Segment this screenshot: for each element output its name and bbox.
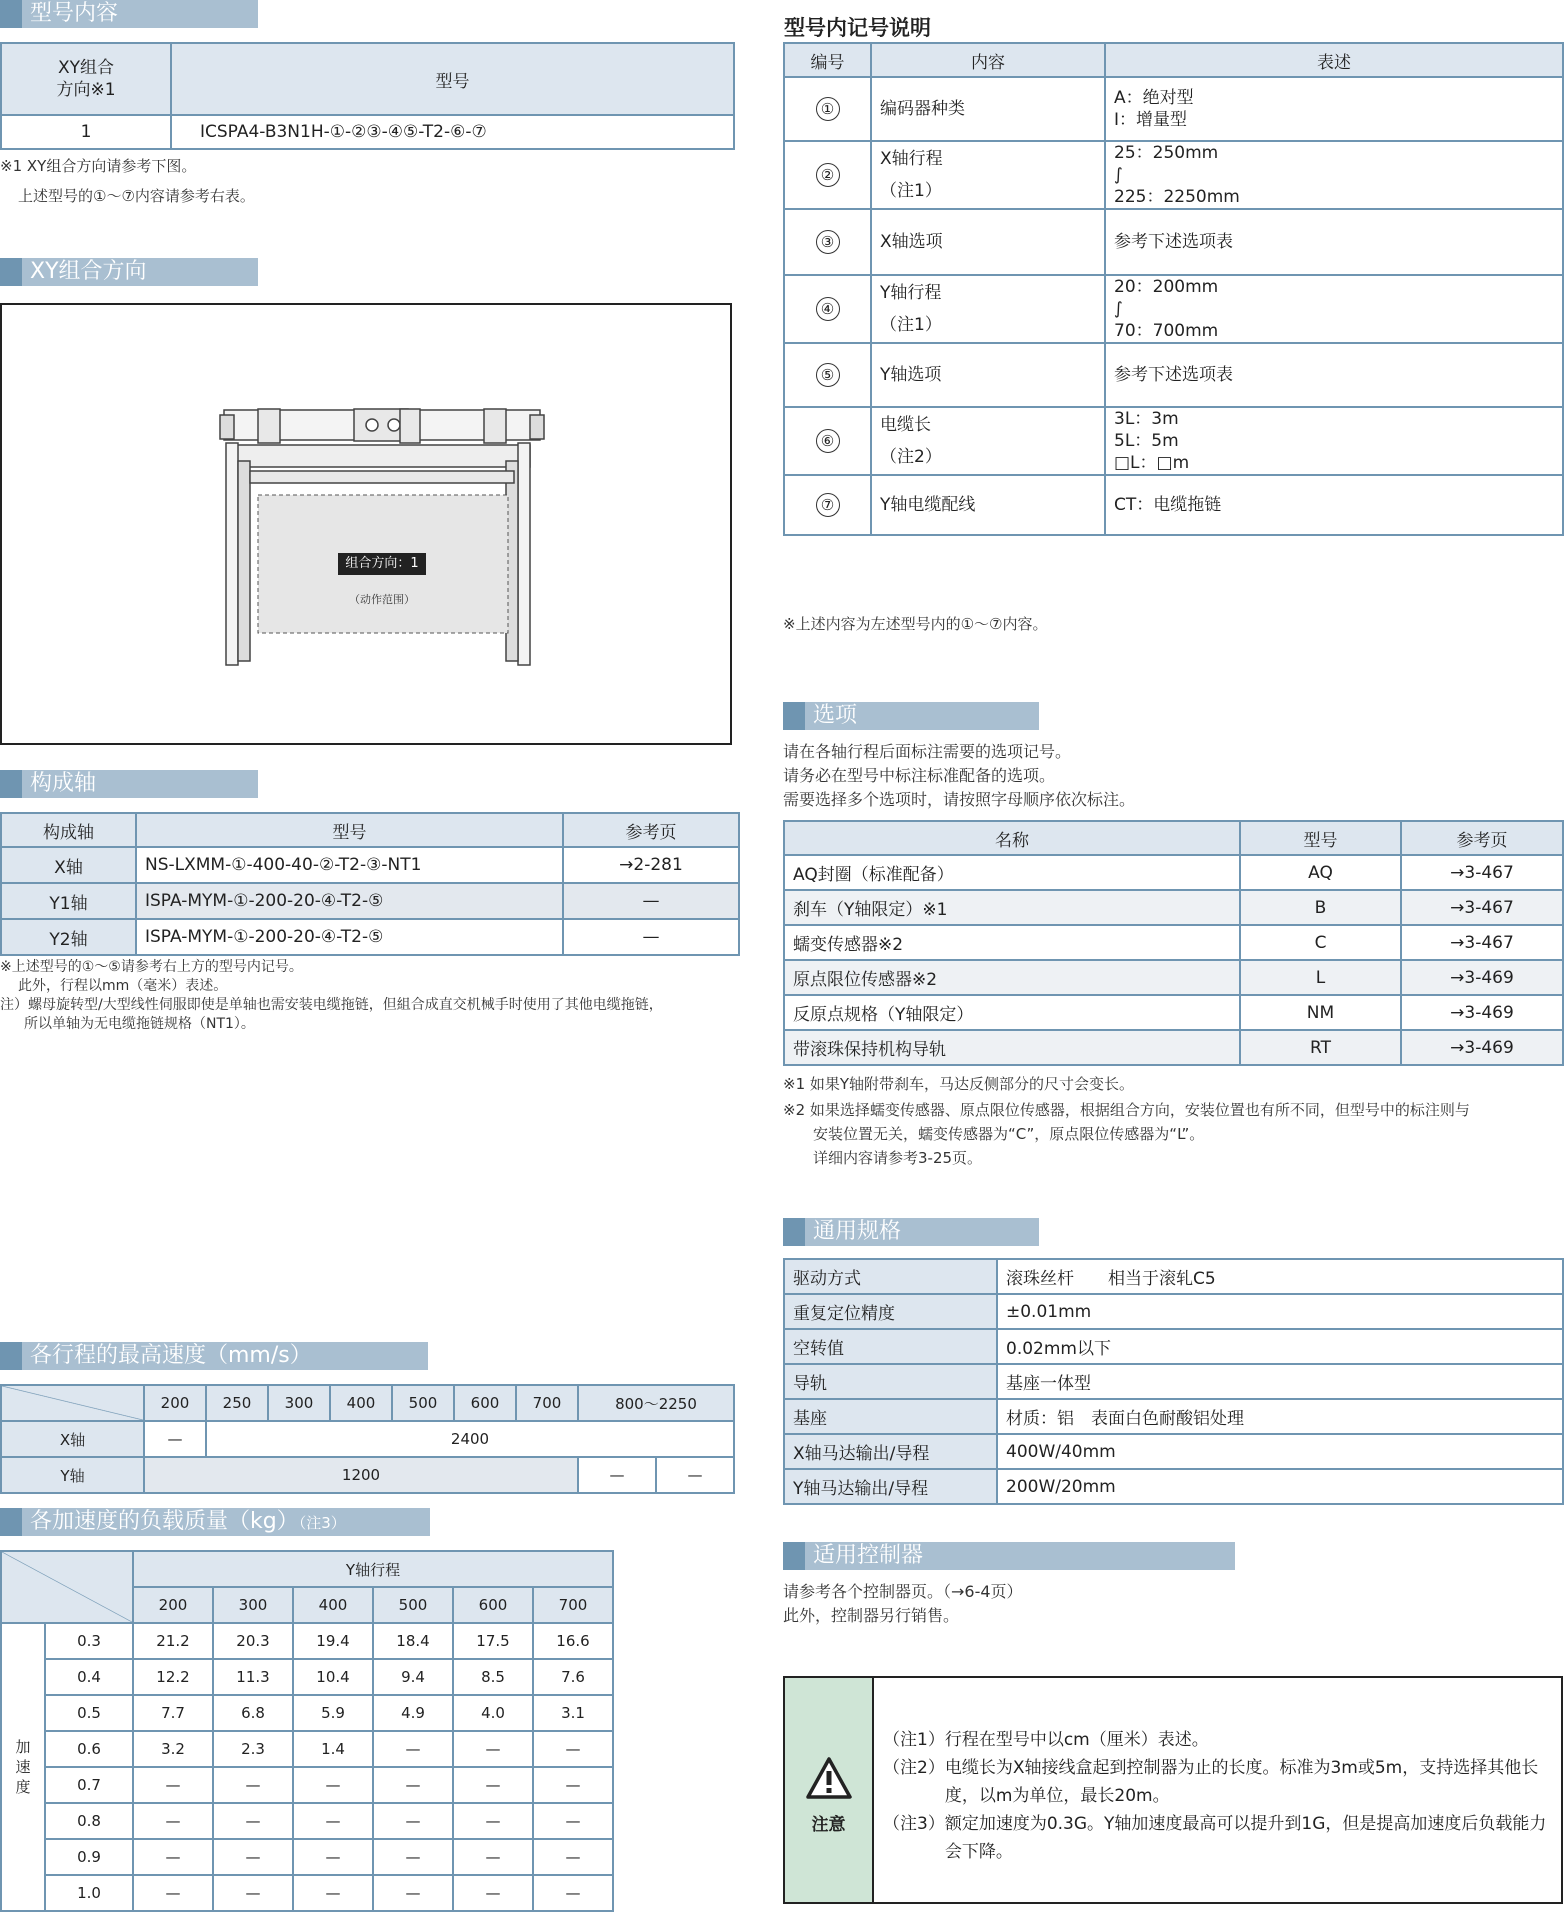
load-cell: 8.5 <box>453 1659 533 1695</box>
load-cell: 6.8 <box>213 1695 293 1731</box>
speed-stroke: 300 <box>268 1385 330 1421</box>
speed-y-label: Y轴 <box>1 1457 144 1493</box>
section-title-speed: 各行程的最高速度（mm/s） <box>0 1342 428 1370</box>
model-row-model: ICSPA4-B3N1H-①-②③-④⑤-T2-⑥-⑦ <box>171 115 734 149</box>
caution-side <box>785 1678 874 1902</box>
symbols-row-desc: 20：200mm ∫ 70：700mm <box>1105 275 1563 343</box>
symbols-row-desc: 参考下述选项表 <box>1105 343 1563 407</box>
xy-diagram-frame <box>0 303 732 745</box>
spec-row-value: 滚珠丝杆 相当于滚轧C5 <box>997 1259 1563 1294</box>
speed-x-first: — <box>144 1421 206 1457</box>
spec-row-label: X轴马达输出/导程 <box>784 1434 997 1469</box>
model-col-dir: XY组合 方向※1 <box>1 43 171 115</box>
load-stroke: 500 <box>373 1587 453 1623</box>
load-stroke: 300 <box>213 1587 293 1623</box>
options-row-page: →3-467 <box>1401 890 1563 925</box>
symbols-header-content: 内容 <box>871 43 1105 77</box>
symbols-row-no-cell <box>784 209 871 275</box>
options-row-code: NM <box>1240 995 1401 1030</box>
load-stroke: 600 <box>453 1587 533 1623</box>
load-cell: 12.2 <box>133 1659 213 1695</box>
load-cell: 1.4 <box>293 1731 373 1767</box>
spec-row-label: 导轨 <box>784 1364 997 1399</box>
load-cell: — <box>293 1803 373 1839</box>
options-row-code: B <box>1240 890 1401 925</box>
axes-row-model: ISPA-MYM-①-200-20-④-T2-⑤ <box>136 883 563 919</box>
spec-row-value: ±0.01mm <box>997 1294 1563 1329</box>
axes-header-model: 型号 <box>136 813 563 847</box>
spec-row-value: 材质：铝 表面白色耐酸铝处理 <box>997 1399 1563 1434</box>
load-accel-value: 1.0 <box>45 1875 133 1911</box>
load-stroke: 200 <box>133 1587 213 1623</box>
load-cell: 4.0 <box>453 1695 533 1731</box>
load-stroke: 700 <box>533 1587 613 1623</box>
model-note-2: 上述型号的①～⑦内容请参考右表。 <box>18 187 255 205</box>
symbols-row-desc: 25：250mm ∫ 225：2250mm <box>1105 141 1563 209</box>
load-accel-label: 加 速 度 <box>1 1623 45 1911</box>
speed-table <box>0 1384 735 1494</box>
options-row-name: 带滚珠保持机构导轨 <box>784 1030 1240 1065</box>
load-cell: 21.2 <box>133 1623 213 1659</box>
options-row-page: →3-467 <box>1401 925 1563 960</box>
load-cell: — <box>453 1767 533 1803</box>
options-note-3: 安装位置无关，蠕变传感器为“C”，原点限位传感器为“L”。 <box>813 1125 1205 1143</box>
symbols-row-content: 电缆长 （注2） <box>871 407 1105 475</box>
load-cell: — <box>133 1839 213 1875</box>
model-row-dir: 1 <box>1 115 171 149</box>
load-cell: — <box>533 1839 613 1875</box>
options-row-page: →3-469 <box>1401 995 1563 1030</box>
load-cell: — <box>213 1767 293 1803</box>
symbols-row-content: 编码器种类 <box>871 77 1105 141</box>
options-row-code: AQ <box>1240 855 1401 890</box>
axes-row-axis: Y1轴 <box>1 883 136 919</box>
section-title-model: 型号内容 <box>0 0 258 28</box>
speed-stroke: 800～2250 <box>578 1385 734 1421</box>
options-row-name: 原点限位传感器※2 <box>784 960 1240 995</box>
axes-row-model: ISPA-MYM-①-200-20-④-T2-⑤ <box>136 919 563 955</box>
symbols-row-content: Y轴电缆配线 <box>871 475 1105 535</box>
symbols-row-content: X轴选项 <box>871 209 1105 275</box>
symbols-row-no-cell <box>784 475 871 535</box>
caution-item-tag: （注3） <box>883 1814 945 1834</box>
options-header-page: 参考页 <box>1401 821 1563 855</box>
load-table <box>0 1550 614 1912</box>
load-cell: — <box>453 1803 533 1839</box>
symbols-row-desc: 参考下述选项表 <box>1105 209 1563 275</box>
symbols-row-no: ③ <box>816 230 840 254</box>
caution-item-tag: （注2） <box>883 1758 945 1778</box>
caution-item-text: 电缆长为X轴接线盒起到控制器为止的长度。标准为3m或5m，支持选择其他长度，以m为单位，最长20m。 <box>944 1758 1539 1806</box>
speed-y-dash: — <box>656 1457 734 1493</box>
load-cell: — <box>373 1767 453 1803</box>
options-row-code: RT <box>1240 1030 1401 1065</box>
symbols-row-no-cell <box>784 141 871 209</box>
symbols-table <box>783 42 1564 536</box>
load-accel-value: 0.4 <box>45 1659 133 1695</box>
symbols-header-no: 编号 <box>784 43 871 77</box>
options-intro-2: 请务必在型号中标注标准配备的选项。 <box>783 766 1056 785</box>
axes-table <box>0 812 740 956</box>
load-cell: — <box>533 1731 613 1767</box>
caution-items <box>883 1726 1555 1866</box>
load-cell: — <box>373 1803 453 1839</box>
symbols-row-content: Y轴行程 （注1） <box>871 275 1105 343</box>
axes-row-axis: Y2轴 <box>1 919 136 955</box>
options-table <box>783 820 1564 1066</box>
load-cell: — <box>213 1875 293 1911</box>
speed-stroke: 600 <box>454 1385 516 1421</box>
load-cell: 20.3 <box>213 1623 293 1659</box>
xy-direction-label: 组合方向：1 <box>345 556 419 571</box>
speed-stroke: 700 <box>516 1385 578 1421</box>
load-accel-value: 0.9 <box>45 1839 133 1875</box>
load-accel-value: 0.6 <box>45 1731 133 1767</box>
options-note-4: 详细内容请参考3-25页。 <box>813 1149 983 1167</box>
symbols-note: ※上述内容为左述型号内的①～⑦内容。 <box>783 615 1048 633</box>
options-row-page: →3-469 <box>1401 960 1563 995</box>
options-row-name: AQ封圈（标准配备） <box>784 855 1240 890</box>
spec-row-value: 基座一体型 <box>997 1364 1563 1399</box>
caution-item-tag: （注1） <box>883 1730 945 1750</box>
load-cell: — <box>133 1803 213 1839</box>
load-y-stroke: Y轴行程 <box>133 1551 613 1587</box>
symbols-row-no-cell <box>784 77 871 141</box>
load-cell: — <box>293 1875 373 1911</box>
options-header-name: 名称 <box>784 821 1240 855</box>
load-stroke: 400 <box>293 1587 373 1623</box>
options-row-page: →3-469 <box>1401 1030 1563 1065</box>
load-title: 各加速度的负载质量（kg） <box>30 1509 299 1534</box>
speed-y-value: 1200 <box>144 1457 578 1493</box>
load-cell: 16.6 <box>533 1623 613 1659</box>
section-title-spec: 通用规格 <box>783 1218 1039 1246</box>
symbols-row-desc: 3L：3m 5L：5m □L：□m <box>1105 407 1563 475</box>
load-accel-value: 0.5 <box>45 1695 133 1731</box>
symbols-row-no: ⑥ <box>816 429 840 453</box>
load-cell: — <box>373 1839 453 1875</box>
axes-note-4: 所以单轴为无电缆拖链规格（NT1）。 <box>24 1016 255 1032</box>
options-note-2: ※2 如果选择蠕变传感器、原点限位传感器，根据组合方向，安装位置也有所不同，但型号中的标注则与 <box>783 1101 1470 1119</box>
xy-diagram <box>2 305 730 743</box>
axes-note-2: 此外，行程以mm（毫米）表述。 <box>18 978 228 994</box>
spec-row-label: 基座 <box>784 1399 997 1434</box>
axes-row-axis: X轴 <box>1 847 136 883</box>
speed-x-label: X轴 <box>1 1421 144 1457</box>
caution-label: 注意 <box>811 1815 846 1835</box>
load-cell: 19.4 <box>293 1623 373 1659</box>
symbols-row-no: ② <box>816 163 840 187</box>
load-cell: 7.6 <box>533 1659 613 1695</box>
spec-row-label: 驱动方式 <box>784 1259 997 1294</box>
symbols-row-no: ④ <box>816 297 840 321</box>
load-cell: 10.4 <box>293 1659 373 1695</box>
spec-row-label: Y轴马达输出/导程 <box>784 1469 997 1504</box>
load-cell: — <box>213 1803 293 1839</box>
options-row-name: 刹车（Y轴限定）※1 <box>784 890 1240 925</box>
load-cell: — <box>453 1875 533 1911</box>
speed-stroke: 500 <box>392 1385 454 1421</box>
load-cell: — <box>533 1767 613 1803</box>
section-title-xy: XY组合方向 <box>0 258 258 286</box>
options-row-code: C <box>1240 925 1401 960</box>
speed-stroke: 200 <box>144 1385 206 1421</box>
load-cell: 5.9 <box>293 1695 373 1731</box>
load-cell: — <box>373 1731 453 1767</box>
symbols-row-no: ① <box>816 97 840 121</box>
symbols-row-content: Y轴选项 <box>871 343 1105 407</box>
load-cell: — <box>133 1875 213 1911</box>
options-header-code: 型号 <box>1240 821 1401 855</box>
controller-line-2: 此外，控制器另行销售。 <box>783 1606 960 1625</box>
axes-row-page: — <box>563 919 739 955</box>
caution-box <box>783 1676 1563 1904</box>
options-row-code: L <box>1240 960 1401 995</box>
options-intro-1: 请在各轴行程后面标注需要的选项记号。 <box>783 742 1072 761</box>
spec-row-label: 重复定位精度 <box>784 1294 997 1329</box>
symbols-row-no-cell <box>784 275 871 343</box>
symbols-row-no: ⑤ <box>816 363 840 387</box>
axes-note-1: ※上述型号的①～⑤请参考右上方的型号内记号。 <box>0 959 303 975</box>
caution-item-text: 行程在型号中以cm（厘米）表述。 <box>944 1730 1209 1750</box>
symbols-title: 型号内记号说明 <box>784 16 931 40</box>
options-row-name: 反原点规格（Y轴限定） <box>784 995 1240 1030</box>
load-cell: — <box>133 1767 213 1803</box>
symbols-row-desc: CT：电缆拖链 <box>1105 475 1563 535</box>
symbols-row-no: ⑦ <box>816 493 840 517</box>
load-cell: — <box>293 1767 373 1803</box>
load-cell: 3.2 <box>133 1731 213 1767</box>
load-accel-value: 0.3 <box>45 1623 133 1659</box>
speed-stroke: 400 <box>330 1385 392 1421</box>
load-accel-value: 0.7 <box>45 1767 133 1803</box>
spec-row-value: 0.02mm以下 <box>997 1329 1563 1364</box>
load-cell: 2.3 <box>213 1731 293 1767</box>
symbols-row-no-cell <box>784 343 871 407</box>
model-table <box>0 42 735 150</box>
load-cell: 3.1 <box>533 1695 613 1731</box>
load-title-note: （注3） <box>298 1514 346 1532</box>
speed-y-dash: — <box>578 1457 656 1493</box>
load-cell: — <box>373 1875 453 1911</box>
model-col-model: 型号 <box>171 43 734 115</box>
spec-row-value: 400W/40mm <box>997 1434 1563 1469</box>
load-cell: 4.9 <box>373 1695 453 1731</box>
load-cell: — <box>213 1839 293 1875</box>
speed-stroke: 250 <box>206 1385 268 1421</box>
axes-header-axis: 构成轴 <box>1 813 136 847</box>
symbols-row-no-cell <box>784 407 871 475</box>
section-title-options: 选项 <box>783 702 1039 730</box>
controller-line-1: 请参考各个控制器页。（→6-4页） <box>783 1582 1023 1601</box>
spec-row-value: 200W/20mm <box>997 1469 1563 1504</box>
section-title-controller: 适用控制器 <box>783 1542 1235 1570</box>
xy-range-label: （动作范围） <box>349 593 415 606</box>
load-cell: 11.3 <box>213 1659 293 1695</box>
load-cell: 18.4 <box>373 1623 453 1659</box>
section-title-load <box>0 1508 430 1536</box>
load-cell: — <box>453 1839 533 1875</box>
load-corner <box>1 1551 133 1623</box>
options-row-name: 蠕变传感器※2 <box>784 925 1240 960</box>
axes-note-3: 注）螺母旋转型/大型线性伺服即使是单轴也需安装电缆拖链，但組合成直交机械手时使用了其他电缆拖链， <box>0 997 663 1013</box>
symbols-header-desc: 表述 <box>1105 43 1563 77</box>
load-cell: — <box>453 1731 533 1767</box>
load-cell: — <box>293 1839 373 1875</box>
symbols-row-desc: A：绝对型 I：增量型 <box>1105 77 1563 141</box>
load-cell: — <box>533 1875 613 1911</box>
caution-item <box>883 1754 1555 1810</box>
section-title-axes: 构成轴 <box>0 770 258 798</box>
load-cell: 17.5 <box>453 1623 533 1659</box>
caution-item <box>883 1810 1555 1866</box>
load-accel-value: 0.8 <box>45 1803 133 1839</box>
spec-row-label: 空转值 <box>784 1329 997 1364</box>
warning-icon <box>805 1756 853 1800</box>
load-cell: — <box>533 1803 613 1839</box>
load-cell: 7.7 <box>133 1695 213 1731</box>
options-note-1: ※1 如果Y轴附带刹车，马达反侧部分的尺寸会变长。 <box>783 1075 1135 1093</box>
options-row-page: →3-467 <box>1401 855 1563 890</box>
axes-row-page: — <box>563 883 739 919</box>
axes-header-page: 参考页 <box>563 813 739 847</box>
caution-item-text: 额定加速度为0.3G。Y轴加速度最高可以提升到1G，但是提高加速度后负载能力会下降。 <box>944 1814 1547 1862</box>
options-intro-3: 需要选择多个选项时，请按照字母顺序依次标注。 <box>783 790 1136 809</box>
axes-row-model: NS-LXMM-①-400-40-②-T2-③-NT1 <box>136 847 563 883</box>
symbols-row-content: X轴行程 （注1） <box>871 141 1105 209</box>
model-note-1: ※1 XY组合方向请参考下图。 <box>0 157 197 175</box>
speed-corner <box>1 1385 144 1421</box>
load-cell: 9.4 <box>373 1659 453 1695</box>
caution-item <box>883 1726 1555 1754</box>
speed-x-value: 2400 <box>206 1421 734 1457</box>
spec-table <box>783 1258 1564 1505</box>
axes-row-page: →2-281 <box>563 847 739 883</box>
